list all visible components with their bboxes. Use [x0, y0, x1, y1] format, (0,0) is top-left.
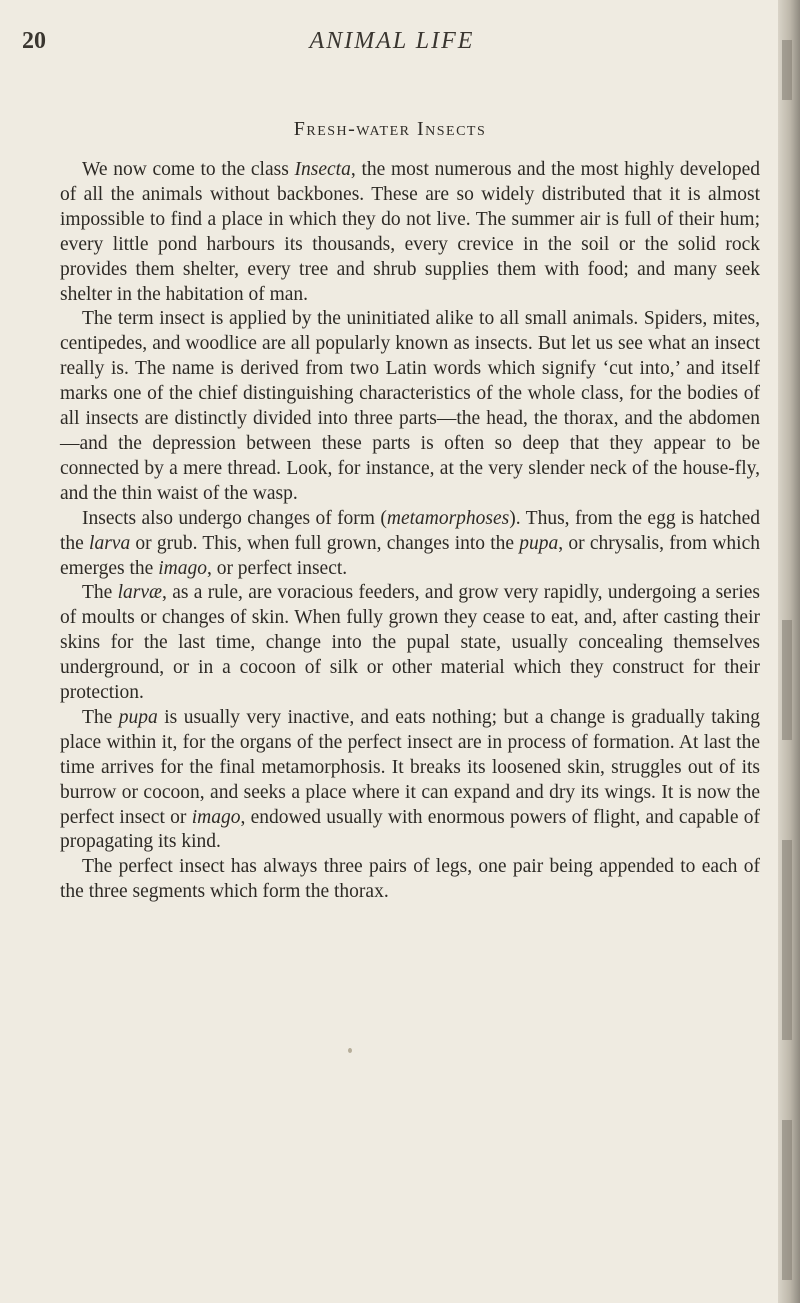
paragraph: [60, 158, 760, 307]
italic-term: pupa: [519, 532, 559, 554]
text-run: ). Thus, from the egg is hatched the: [60, 507, 760, 554]
running-title: ANIMAL LIFE: [309, 28, 475, 54]
text-run: , endowed usually with enormous powers of flight, and capable of propagating its kind.: [60, 806, 760, 853]
italic-term: metamorphoses: [386, 507, 510, 529]
text-run: We now come to the class: [82, 159, 295, 180]
page-number: 20: [22, 28, 46, 54]
paragraph: [60, 307, 760, 506]
edge-shadow: [782, 840, 792, 1040]
text-run: , the most numerous and the most highly developed of all the animals without backbones. These are so widely distributed that it is almost impossible to find a place in which they do not live. The summer air is full of their hum; every little pond harbours its thousands, every crevice in the soil or the solid rock provides them shelter, every tree and shrub supplies them with food; and many seek shelter in the habitation of man.: [60, 159, 760, 305]
text-run: , or perfect insect.: [206, 557, 348, 579]
body-text: [60, 158, 760, 905]
italic-term: larvæ: [117, 582, 163, 604]
text-run: The term insect is applied by the uninitiated alike to all small animals. Spiders, mites, centipedes, and woodlice are all popularly known as insects. But let us see what an insect really is. The name is derived from two Latin words which signify ‘cut into,’ and itself marks one of the chief distinguishing characteristics of the whole class, for the bodies of all insects are distinctly divided into three parts—the head, the thorax, and the abdomen—and the depression between these parts is often so deep that they appear to be connected by a mere thread. Look, for instance, at the very slender neck of the house-fly, and the thin waist of the wasp.: [60, 308, 760, 504]
page-edge: [778, 0, 800, 1303]
edge-shadow: [782, 620, 792, 740]
paragraph: [60, 706, 760, 855]
paragraph: [60, 507, 760, 582]
paragraph: [60, 855, 760, 905]
text-run: The perfect insect has always three pairs of legs, one pair being appended to each of the three segments which form the thorax.: [60, 856, 760, 903]
italic-term: imago: [191, 806, 241, 828]
edge-shadow: [782, 40, 792, 100]
text-run: The: [82, 706, 119, 728]
page-header: [22, 28, 762, 60]
text-run: , as a rule, are voracious feeders, and grow very rapidly, undergoing a series of moults or changes of skin. When fully grown they cease to eat, and, after casting their skins for the last time, change into the pupal state, usually concealing themselves underground, or in a cocoon of silk or other material which they construct for their protection.: [60, 582, 760, 704]
italic-term: larva: [89, 532, 131, 554]
paper-speck: [348, 1048, 352, 1053]
paragraph: [60, 581, 760, 706]
text-run: , or chrysalis, from which emerges the: [60, 532, 760, 579]
text-run: Insects also undergo changes of form (: [82, 507, 387, 529]
text-run: or grub. This, when full grown, changes into the: [130, 532, 520, 554]
section-heading: Fresh-water Insects: [293, 118, 487, 140]
text-run: is usually very inactive, and eats nothing; but a change is gradually taking place within it, for the organs of the perfect insect are in process of formation. At last the time arrives for the final metamorphosis. It breaks its loosened skin, struggles out of its burrow or cocoon, and seeks a place where it can expand and dry its wings. It is now the perfect insect or: [60, 706, 760, 828]
text-run: The: [82, 582, 118, 604]
italic-term: Insecta: [294, 159, 351, 180]
italic-term: imago: [158, 557, 207, 579]
italic-term: pupa: [118, 706, 158, 728]
edge-shadow: [782, 1120, 792, 1280]
